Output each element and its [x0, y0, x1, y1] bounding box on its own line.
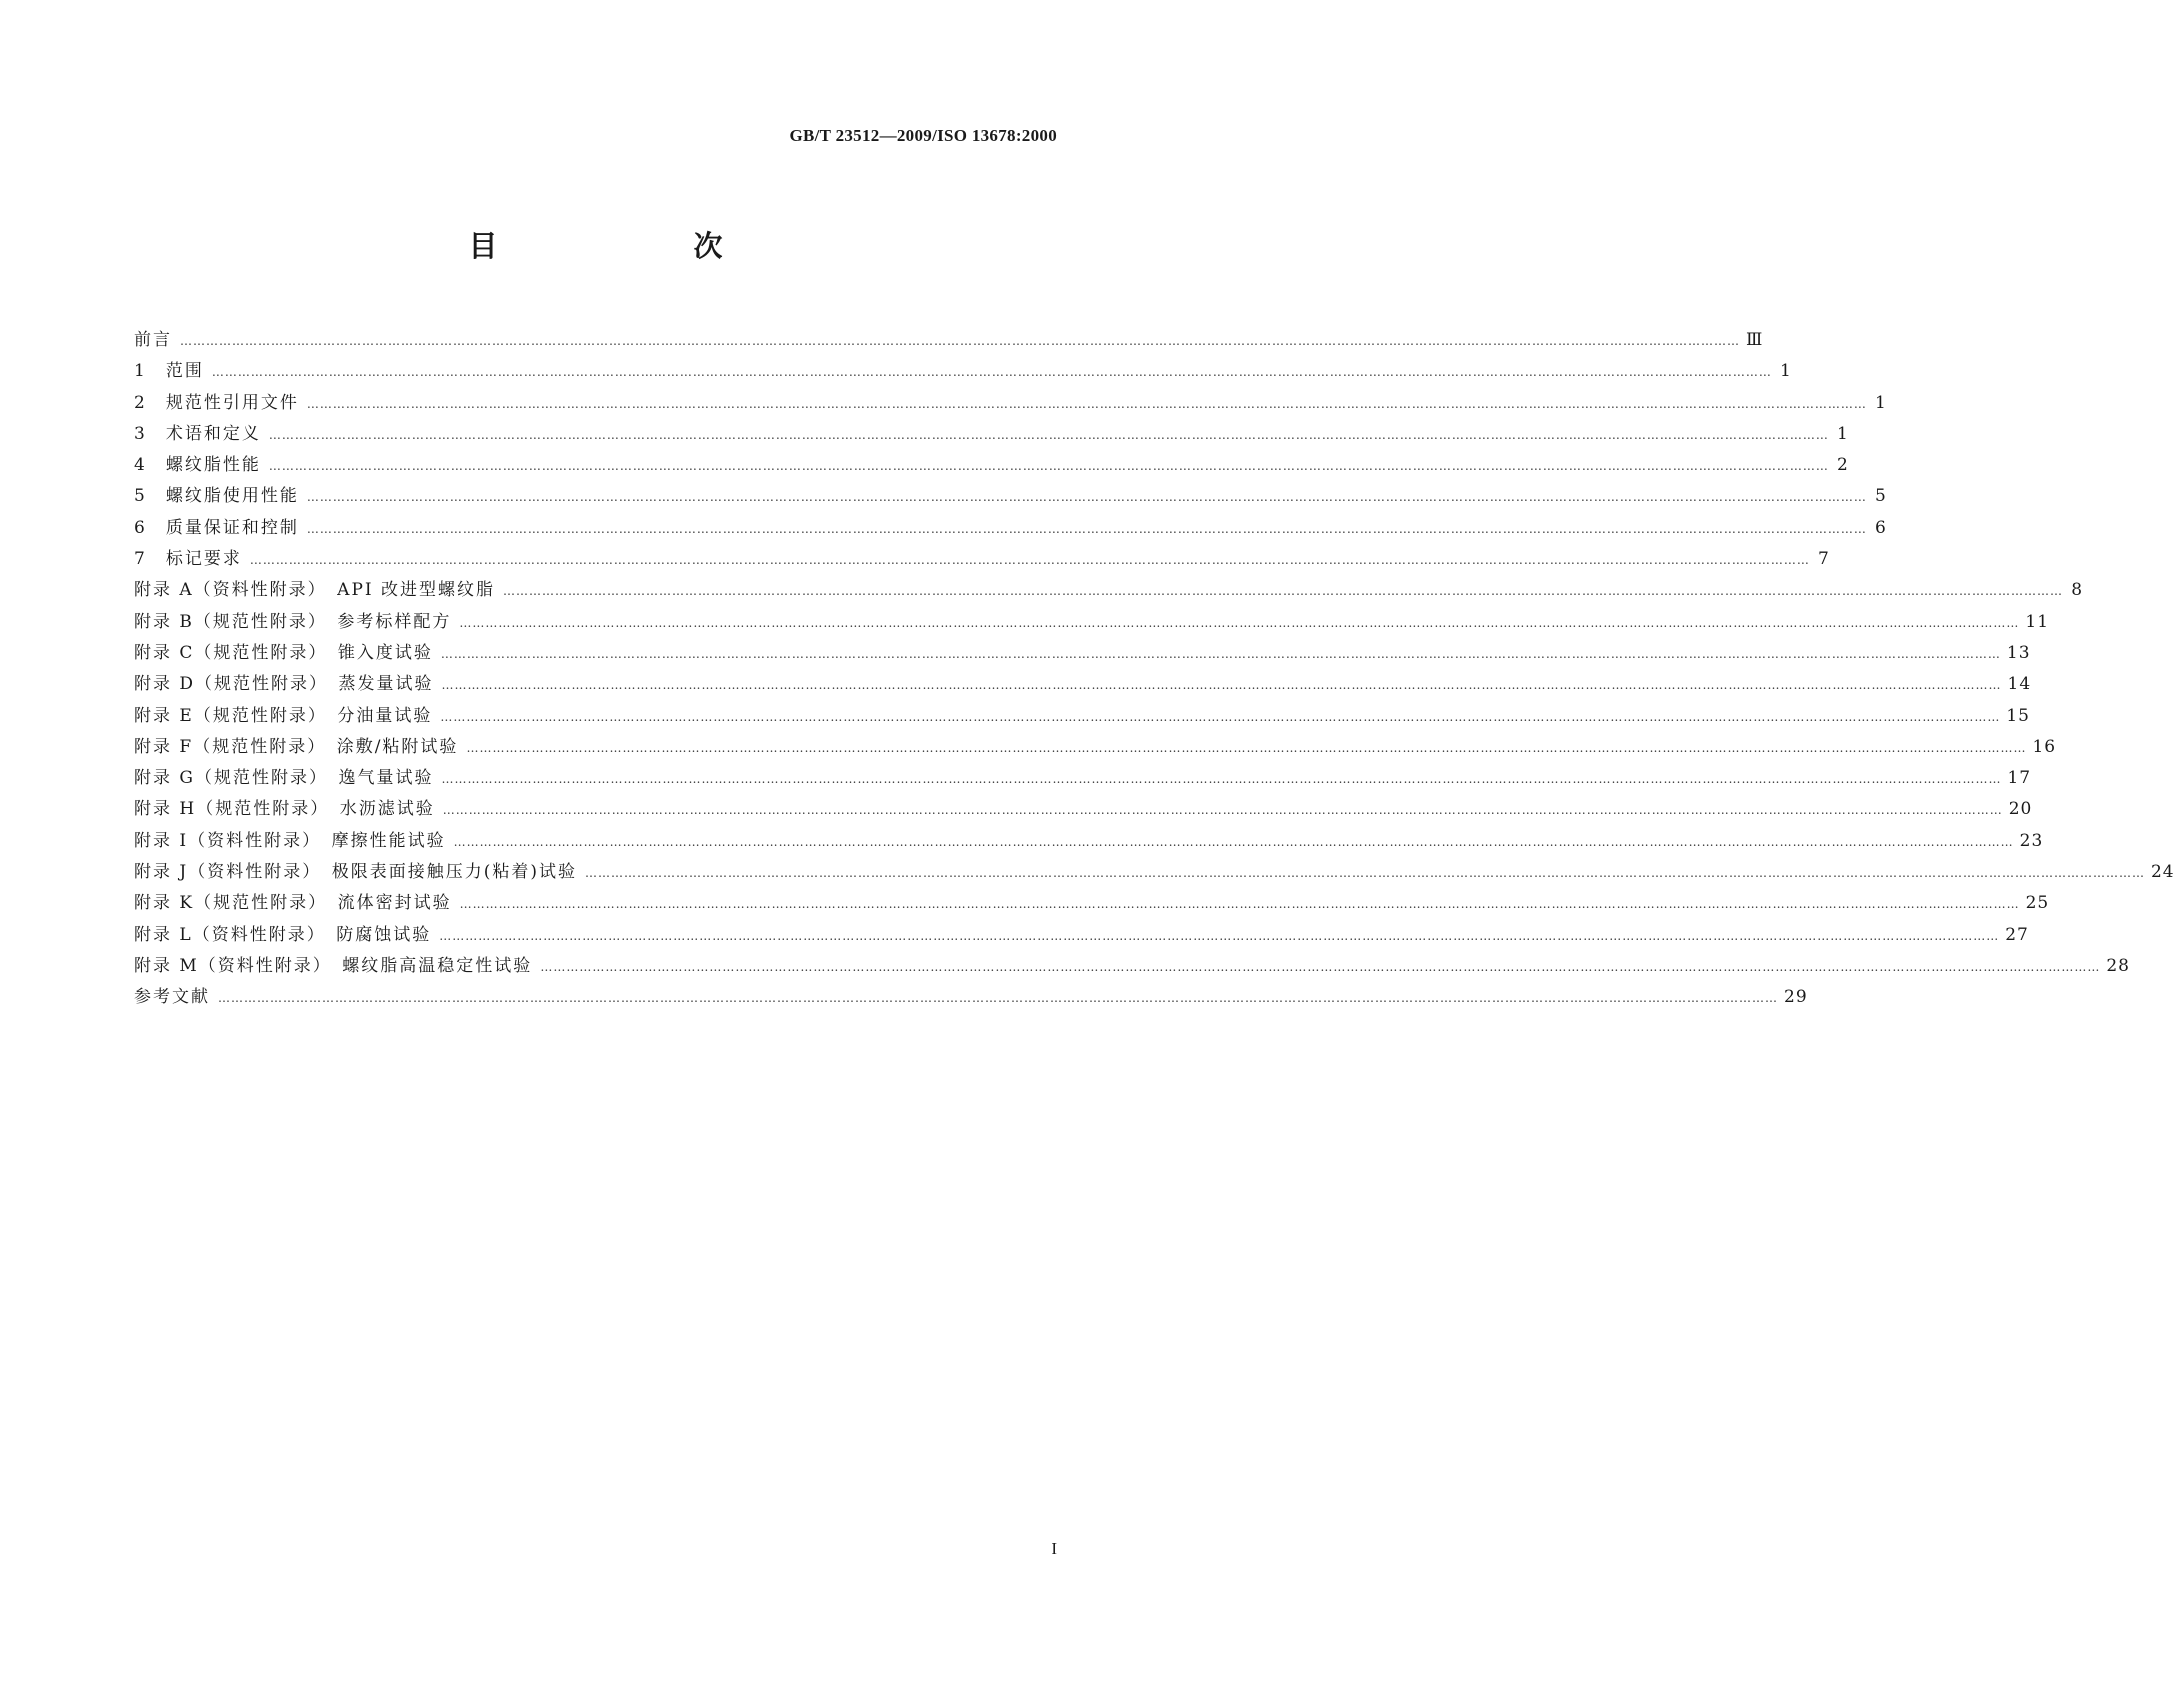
toc-entry-page: 29	[1784, 987, 1808, 1008]
toc-entry[interactable]	[134, 857, 2175, 888]
toc-entry-page: 1	[1875, 392, 1887, 413]
toc-entry-page: 25	[2025, 893, 2050, 914]
toc-entry-label: 附录 B（规范性附录） 参考标样配方	[134, 611, 452, 632]
toc-entry-label: 附录 D（规范性附录） 蒸发量试验	[134, 674, 434, 695]
toc-entry-page: 11	[2025, 611, 2050, 632]
toc-entry-label: 6 质量保证和控制	[134, 517, 299, 538]
toc-entry[interactable]	[134, 669, 2032, 700]
toc-leader-dots: ………………………………………………………………………………………………………………………………………………………………………………………………………………………………………………………………………………………………………………………………	[306, 490, 1867, 505]
toc-leader-dots: ………………………………………………………………………………………………………………………………………………………………………………………………………………………………………………………………………………………………………………………………	[218, 991, 1778, 1006]
toc-entry-page: Ⅲ	[1746, 330, 1764, 350]
toc-leader-dots: ………………………………………………………………………………………………………………………………………………………………………………………………………………………………………………………………………………………………………………………………	[440, 709, 2001, 724]
toc-leader-dots: ………………………………………………………………………………………………………………………………………………………………………………………………………………………………………………………………………………………………………………………………	[453, 834, 2014, 849]
toc-entry-label: 2 规范性引用文件	[134, 392, 299, 413]
toc-entry-label: 1 范围	[134, 361, 204, 382]
toc-entry[interactable]	[134, 356, 1792, 387]
toc-entry-page: 5	[1875, 486, 1887, 507]
toc-entry[interactable]	[134, 481, 1887, 512]
toc-leader-dots: ………………………………………………………………………………………………………………………………………………………………………………………………………………………………………………………………………………………………………………………………	[306, 396, 1867, 411]
toc-leader-dots: ………………………………………………………………………………………………………………………………………………………………………………………………………………………………………………………………………………………………………………………………	[540, 959, 2101, 974]
toc-entry-label: 附录 I（资料性附录） 摩擦性能试验	[134, 830, 446, 851]
toc-entry-page: 2	[1837, 455, 1849, 476]
toc-entry[interactable]	[134, 544, 1830, 575]
toc-leader-dots: ………………………………………………………………………………………………………………………………………………………………………………………………………………………………………………………………………………………………………………………………	[180, 334, 1740, 348]
toc-entry[interactable]	[134, 607, 2050, 638]
toc-entry-label: 3 术语和定义	[134, 423, 261, 444]
toc-entry[interactable]	[134, 794, 2033, 825]
toc-entry-label: 4 螺纹脂性能	[134, 455, 261, 476]
toc-entry[interactable]	[134, 982, 1808, 1013]
toc-entry-label: 附录 F（规范性附录） 涂敷/粘附试验	[134, 736, 459, 757]
toc-entry-page: 23	[2019, 830, 2044, 851]
toc-leader-dots: ………………………………………………………………………………………………………………………………………………………………………………………………………………………………………………………………………………………………………………………………	[466, 740, 2027, 755]
toc-entry-label: 附录 A（资料性附录） API 改进型螺纹脂	[134, 580, 496, 601]
toc-entry[interactable]	[134, 388, 1887, 419]
toc-leader-dots: ………………………………………………………………………………………………………………………………………………………………………………………………………………………………………………………………………………………………………………………………	[439, 928, 2000, 943]
toc-entry-label: 附录 H（规范性附录） 水沥滤试验	[134, 799, 435, 820]
toc-entry-label: 参考文献	[134, 987, 210, 1008]
toc-entry[interactable]	[134, 763, 2032, 794]
toc-entry[interactable]	[134, 575, 2084, 606]
toc-leader-dots: ………………………………………………………………………………………………………………………………………………………………………………………………………………………………………………………………………………………………………………………………	[268, 427, 1829, 442]
toc-entry-page: 1	[1780, 361, 1792, 382]
page-title: 目 次	[468, 229, 769, 263]
toc-leader-dots: ………………………………………………………………………………………………………………………………………………………………………………………………………………………………………………………………………………………………………………………………	[211, 365, 1772, 380]
page-number: I	[1051, 1539, 1057, 1558]
toc-entry-page: 8	[2071, 580, 2084, 601]
toc-entry-label: 前言	[134, 330, 172, 350]
standard-code: GB/T 23512—2009/ISO 13678:2000	[789, 126, 1057, 145]
toc-entry-label: 附录 E（规范性附录） 分油量试验	[134, 705, 433, 726]
table-of-contents	[134, 325, 2175, 1014]
toc-leader-dots: ………………………………………………………………………………………………………………………………………………………………………………………………………………………………………………………………………………………………………………………………	[459, 615, 2020, 630]
toc-entry[interactable]	[134, 732, 2057, 763]
toc-entry[interactable]	[134, 701, 2030, 732]
toc-leader-dots: ………………………………………………………………………………………………………………………………………………………………………………………………………………………………………………………………………………………………………………………………	[306, 521, 1867, 536]
toc-leader-dots: ………………………………………………………………………………………………………………………………………………………………………………………………………………………………………………………………………………………………………………………………	[440, 646, 2001, 661]
toc-entry-label: 附录 J（资料性附录） 极限表面接触压力(粘着)试验	[134, 862, 577, 883]
toc-leader-dots: ………………………………………………………………………………………………………………………………………………………………………………………………………………………………………………………………………………………………………………………………	[503, 584, 2064, 599]
toc-entry-label: 附录 L（资料性附录） 防腐蚀试验	[134, 924, 432, 945]
toc-entry-page: 20	[2008, 799, 2033, 820]
toc-entry-label: 7 标记要求	[134, 549, 242, 570]
toc-leader-dots: ………………………………………………………………………………………………………………………………………………………………………………………………………………………………………………………………………………………………………………………………	[268, 459, 1829, 474]
toc-entry-label: 附录 G（规范性附录） 逸气量试验	[134, 768, 434, 789]
toc-entry[interactable]	[134, 325, 1764, 356]
toc-leader-dots: ………………………………………………………………………………………………………………………………………………………………………………………………………………………………………………………………………………………………………………………………	[442, 803, 2003, 818]
toc-leader-dots: ………………………………………………………………………………………………………………………………………………………………………………………………………………………………………………………………………………………………………………………………	[249, 553, 1810, 568]
toc-entry-page: 13	[2006, 642, 2031, 663]
toc-entry-label: 附录 K（规范性附录） 流体密封试验	[134, 893, 452, 914]
toc-leader-dots: ………………………………………………………………………………………………………………………………………………………………………………………………………………………………………………………………………………………………………………………………	[441, 678, 2002, 693]
toc-entry-page: 16	[2032, 736, 2057, 757]
toc-entry[interactable]	[134, 888, 2050, 919]
toc-entry-page: 28	[2106, 955, 2130, 976]
toc-entry-page: 27	[2005, 924, 2029, 945]
toc-leader-dots: ………………………………………………………………………………………………………………………………………………………………………………………………………………………………………………………………………………………………………………………………	[584, 866, 2145, 881]
toc-entry-page: 15	[2006, 705, 2030, 726]
toc-entry-label: 附录 M（资料性附录） 螺纹脂高温稳定性试验	[134, 955, 533, 976]
toc-entry-page: 24	[2150, 862, 2175, 883]
toc-entry[interactable]	[134, 920, 2029, 951]
toc-entry[interactable]	[134, 419, 1849, 450]
toc-entry[interactable]	[134, 638, 2031, 669]
toc-entry-page: 6	[1875, 517, 1887, 538]
toc-entry[interactable]	[134, 826, 2044, 857]
toc-entry-page: 1	[1837, 423, 1849, 444]
toc-entry[interactable]	[134, 450, 1849, 481]
toc-entry[interactable]	[134, 951, 2130, 982]
toc-entry-page: 14	[2007, 674, 2032, 695]
toc-entry-label: 5 螺纹脂使用性能	[134, 486, 299, 507]
toc-entry-page: 7	[1818, 549, 1830, 570]
toc-entry[interactable]	[134, 513, 1887, 544]
toc-entry-label: 附录 C（规范性附录） 锥入度试验	[134, 642, 433, 663]
toc-leader-dots: ………………………………………………………………………………………………………………………………………………………………………………………………………………………………………………………………………………………………………………………………	[459, 897, 2020, 912]
toc-entry-page: 17	[2007, 768, 2032, 789]
toc-leader-dots: ………………………………………………………………………………………………………………………………………………………………………………………………………………………………………………………………………………………………………………………………	[441, 772, 2002, 787]
